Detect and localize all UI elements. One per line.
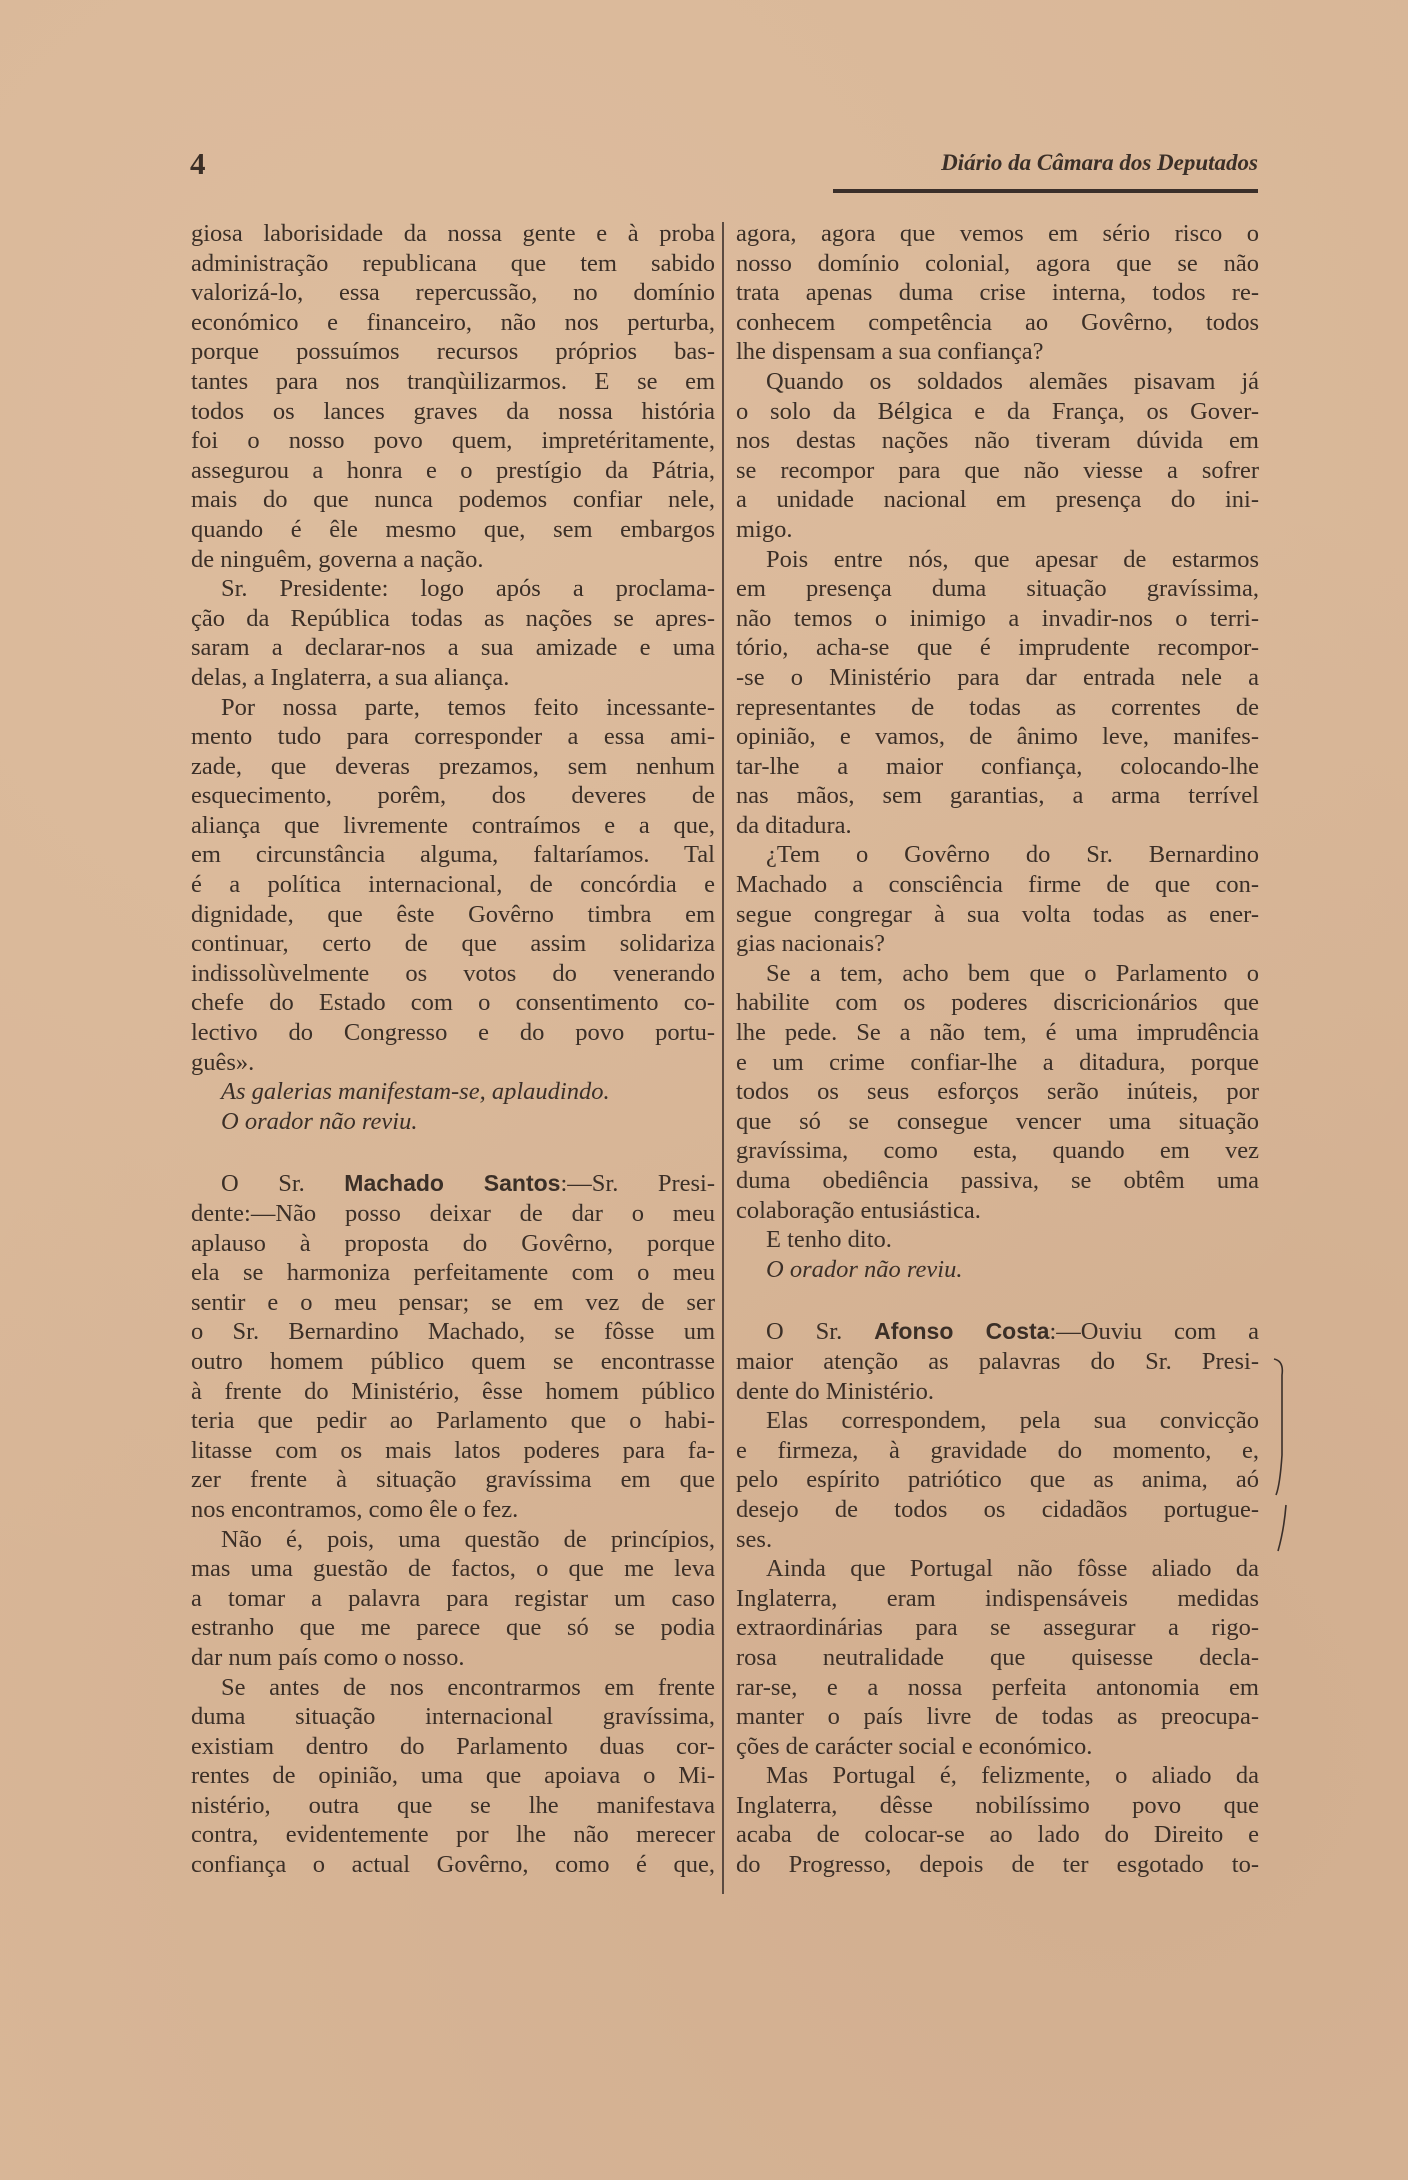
stage-direction <box>191 1077 715 1136</box>
running-head: Diário da Câmara dos Deputados <box>941 150 1258 175</box>
text-line: dente do Ministério. <box>736 1377 935 1405</box>
text-line: quando é êle mesmo que, sem embargos <box>191 515 715 543</box>
text-line: aplauso à proposta do Govêrno, porque <box>191 1229 715 1257</box>
text-line: mas uma guestão de factos, o que me leva <box>191 1555 715 1583</box>
text-line: teria que pedir ao Parlamento que o habi- <box>191 1407 715 1435</box>
text-line: lectivo do Congresso e do povo portu- <box>191 1019 715 1047</box>
text-line: todos os lances graves da nossa história <box>191 397 715 425</box>
text-line: em circunstância alguma, faltaríamos. Tal <box>191 841 715 869</box>
text-line: agora, agora que vemos em sério risco o <box>736 220 1259 247</box>
text-line: do Progresso, depois de ter esgotado to- <box>736 1851 1259 1879</box>
text-line: esquecimento, porêm, dos deveres de <box>191 782 715 810</box>
text-line: mento tudo para corresponder a essa ami- <box>191 723 715 751</box>
text-line: sentir e o meu pensar; se em vez de ser <box>191 1288 715 1316</box>
text-line: a tomar a palavra para registar um caso <box>191 1584 715 1612</box>
text-line: dente:—Não posso deixar de dar o meu <box>191 1200 715 1227</box>
text-line: de ninguêm, governa a nação. <box>191 545 484 573</box>
text-line: ses. <box>736 1525 773 1553</box>
text-line: aliança que livremente contraímos e a que, <box>191 811 715 839</box>
text-line: opinião, e vamos, de ânimo leve, manifes- <box>736 723 1259 751</box>
paragraph <box>736 959 1259 1225</box>
text-line: à frente do Ministério, êsse homem público <box>191 1377 715 1405</box>
text-line: tantes para nos tranqùilizarmos. E se em <box>191 367 715 395</box>
speaker-line <box>191 1169 715 1199</box>
text-line: zer frente à situação gravíssima em que <box>191 1466 715 1494</box>
text-line: desejo de todos os cidadãos portugue- <box>736 1495 1259 1523</box>
text-line: que só se consegue vencer uma situação <box>736 1107 1259 1135</box>
text-line: nas mãos, sem garantias, a arma terrível <box>736 782 1259 810</box>
paragraph <box>191 574 715 692</box>
text-line: delas, a Inglaterra, a sua aliança. <box>191 663 510 691</box>
text-line: Inglaterra, eram indispensáveis medidas <box>736 1584 1259 1612</box>
handwritten-bracket-mark <box>1270 1355 1300 1555</box>
text-line: tório, acha-se que é imprudente recompor- <box>736 634 1259 662</box>
text-line: trata apenas duma crise interna, todos re- <box>736 279 1259 307</box>
text-line: Ainda que Portugal não fôsse aliado da <box>766 1555 1259 1583</box>
text-line: segue congregar à sua volta todas as ener- <box>736 900 1259 928</box>
text-line: maior atenção as palavras do Sr. Presi- <box>736 1347 1259 1375</box>
text-line: económico e financeiro, não nos perturba, <box>191 308 715 336</box>
text-line: conhecem competência ao Govêrno, todos <box>736 308 1259 336</box>
text-line: é a política internacional, de concórdia e <box>191 871 715 899</box>
text-line: nistério, outra que se lhe manifestava <box>191 1791 715 1819</box>
text-line: rosa neutralidade que quisesse decla- <box>736 1643 1259 1671</box>
text-line: O orador não reviu. <box>221 1107 418 1135</box>
text-line: migo. <box>736 515 793 543</box>
left-column <box>191 219 715 1880</box>
text-line: nos encontramos, como êle o fez. <box>191 1495 519 1523</box>
text-line: Sr. Presidente: logo após a proclama- <box>221 575 715 603</box>
text-line: duma situação internacional gravíssima, <box>191 1703 715 1731</box>
text-line: rentes de opinião, uma que apoiava o Mi- <box>191 1762 715 1790</box>
paragraph <box>191 1673 715 1880</box>
speaker-prefix: O Sr. <box>766 1318 875 1346</box>
text-line: Se a tem, acho bem que o Parlamento o <box>766 959 1259 987</box>
speaker-line <box>736 1317 1259 1347</box>
text-line: ela se harmoniza perfeitamente com o meu <box>191 1259 715 1287</box>
text-line: Se antes de nos encontrarmos em frente <box>221 1673 715 1701</box>
column-divider <box>722 222 724 1894</box>
text-line: E tenho dito. <box>766 1226 892 1254</box>
paragraph <box>736 840 1259 958</box>
text-line: Por nossa parte, temos feito incessante- <box>221 693 715 721</box>
text-line: Inglaterra, dêsse nobilíssimo povo que <box>736 1791 1259 1819</box>
paragraph <box>736 367 1259 545</box>
text-line: giosa laborisidade da nossa gente e à proba <box>191 220 715 247</box>
text-line: continuar, certo de que assim solidariza <box>191 930 715 958</box>
text-line: se recompor para que não viesse a sofrer <box>736 456 1259 484</box>
text-line: todos os seus esforços serão inúteis, por <box>736 1078 1259 1106</box>
spacer <box>736 1284 1259 1317</box>
text-line: Pois entre nós, que apesar de estarmos <box>766 545 1259 573</box>
text-line: litasse com os mais latos poderes para fa- <box>191 1436 715 1464</box>
text-line: assegurou a honra e o prestígio da Pátria, <box>191 456 715 484</box>
text-line: da ditadura. <box>736 811 852 839</box>
text-line: e firmeza, à gravidade do momento, e, <box>736 1436 1259 1464</box>
text-line: ção da República todas as nações se apres- <box>191 604 715 632</box>
paragraph <box>736 1554 1259 1761</box>
speaker-prefix: O Sr. <box>221 1170 345 1198</box>
paragraph <box>736 1225 1259 1255</box>
text-line: habilite com os poderes discricionários que <box>736 989 1259 1017</box>
text-line: zade, que deveras prezamos, sem nenhum <box>191 752 715 780</box>
text-line: acaba de colocar-se ao lado do Direito e <box>736 1821 1259 1849</box>
text-line: nosso domínio colonial, agora que se não <box>736 249 1259 277</box>
text-line: indissolùvelmente os votos do venerando <box>191 959 715 987</box>
text-line: colaboração entusiástica. <box>736 1196 981 1224</box>
speaker-name: Machado Santos <box>344 1170 561 1197</box>
speaker-paragraph <box>736 1317 1259 1406</box>
paragraph <box>736 545 1259 841</box>
text-line: não temos o inimigo a invadir-nos o terri- <box>736 604 1259 632</box>
page-number: 4 <box>190 146 206 181</box>
right-column <box>736 219 1259 1880</box>
text-line: extraordinárias para se assegurar a rigo- <box>736 1614 1259 1642</box>
text-line: nos destas nações não tiveram dúvida em <box>736 427 1259 455</box>
text-line: tar-lhe a maior confiança, colocando-lhe <box>736 752 1259 780</box>
text-line: outro homem público quem se encontrasse <box>191 1347 715 1375</box>
text-line: existiam dentro do Parlamento duas cor- <box>191 1732 715 1760</box>
text-line: dignidade, que êste Govêrno timbra em <box>191 900 715 928</box>
paragraph <box>191 1525 715 1673</box>
text-line: representantes de todas as correntes de <box>736 693 1259 721</box>
text-line: porque possuímos recursos próprios bas- <box>191 338 715 366</box>
text-line: lhe dispensam a sua confiança? <box>736 338 1044 366</box>
paragraph <box>191 219 715 574</box>
text-line: Machado a consciência firme de que con- <box>736 871 1259 899</box>
text-line: gravíssima, como esta, quando em vez <box>736 1137 1259 1165</box>
text-line: foi o nosso povo quem, impretéritamente, <box>191 427 715 455</box>
text-line: saram a declarar-nos a sua amizade e uma <box>191 634 715 662</box>
text-line: rar-se, e a nossa perfeita antonomia em <box>736 1673 1259 1701</box>
header-rule <box>833 189 1258 193</box>
paragraph <box>191 693 715 1078</box>
text-line: mais do que nunca podemos confiar nele, <box>191 486 715 514</box>
text-line: chefe do Estado com o consentimento co- <box>191 989 715 1017</box>
text-line: Quando os soldados alemães pisavam já <box>766 367 1259 395</box>
speaker-text: :—Sr. Presi- <box>560 1170 715 1198</box>
speaker-name: Afonso Costa <box>874 1318 1050 1345</box>
stage-direction <box>736 1255 1259 1285</box>
text-line: contra, evidentemente por lhe não merecer <box>191 1821 715 1849</box>
paragraph <box>736 219 1259 367</box>
text-line: confiança o actual Govêrno, como é que, <box>191 1851 715 1879</box>
text-line: gias nacionais? <box>736 930 885 958</box>
text-line: manter o país livre de todas as preocupa- <box>736 1703 1259 1731</box>
text-line: estranho que me parece que só se podia <box>191 1614 715 1642</box>
speaker-text: :—Ouviu com a <box>1049 1318 1259 1346</box>
text-line: ções de carácter social e económico. <box>736 1732 1093 1760</box>
text-line: duma obediência passiva, se obtêm uma <box>736 1167 1259 1194</box>
text-line: Não é, pois, uma questão de princípios, <box>221 1525 715 1553</box>
text-line: Mas Portugal é, felizmente, o aliado da <box>766 1762 1259 1790</box>
text-line: Elas correspondem, pela sua convicção <box>766 1407 1259 1435</box>
text-line: valorizá-lo, essa repercussão, no domínio <box>191 279 715 307</box>
text-line: o solo da Bélgica e da França, os Gover- <box>736 397 1259 425</box>
text-line: As galerias manifestam-se, aplaudindo. <box>221 1078 610 1106</box>
text-line: O orador não reviu. <box>766 1255 963 1283</box>
paragraph <box>736 1406 1259 1554</box>
text-line: ¿Tem o Govêrno do Sr. Bernardino <box>766 841 1259 869</box>
spacer <box>191 1136 715 1169</box>
speaker-paragraph <box>191 1169 715 1524</box>
text-line: dar num país como o nosso. <box>191 1643 465 1671</box>
text-line: lhe pede. Se a não tem, é uma imprudência <box>736 1019 1259 1047</box>
paragraph <box>736 1761 1259 1879</box>
text-line: guês». <box>191 1048 255 1076</box>
text-line: o Sr. Bernardino Machado, se fôsse um <box>191 1318 715 1346</box>
text-line: a unidade nacional em presença do ini- <box>736 486 1259 514</box>
text-line: em presença duma situação gravíssima, <box>736 575 1259 603</box>
text-line: e um crime confiar-lhe a ditadura, porque <box>736 1048 1259 1076</box>
text-line: -se o Ministério para dar entrada nele a <box>736 663 1259 691</box>
text-line: pelo espírito patriótico que as anima, aó <box>736 1466 1259 1494</box>
text-line: administração republicana que tem sabido <box>191 249 715 277</box>
